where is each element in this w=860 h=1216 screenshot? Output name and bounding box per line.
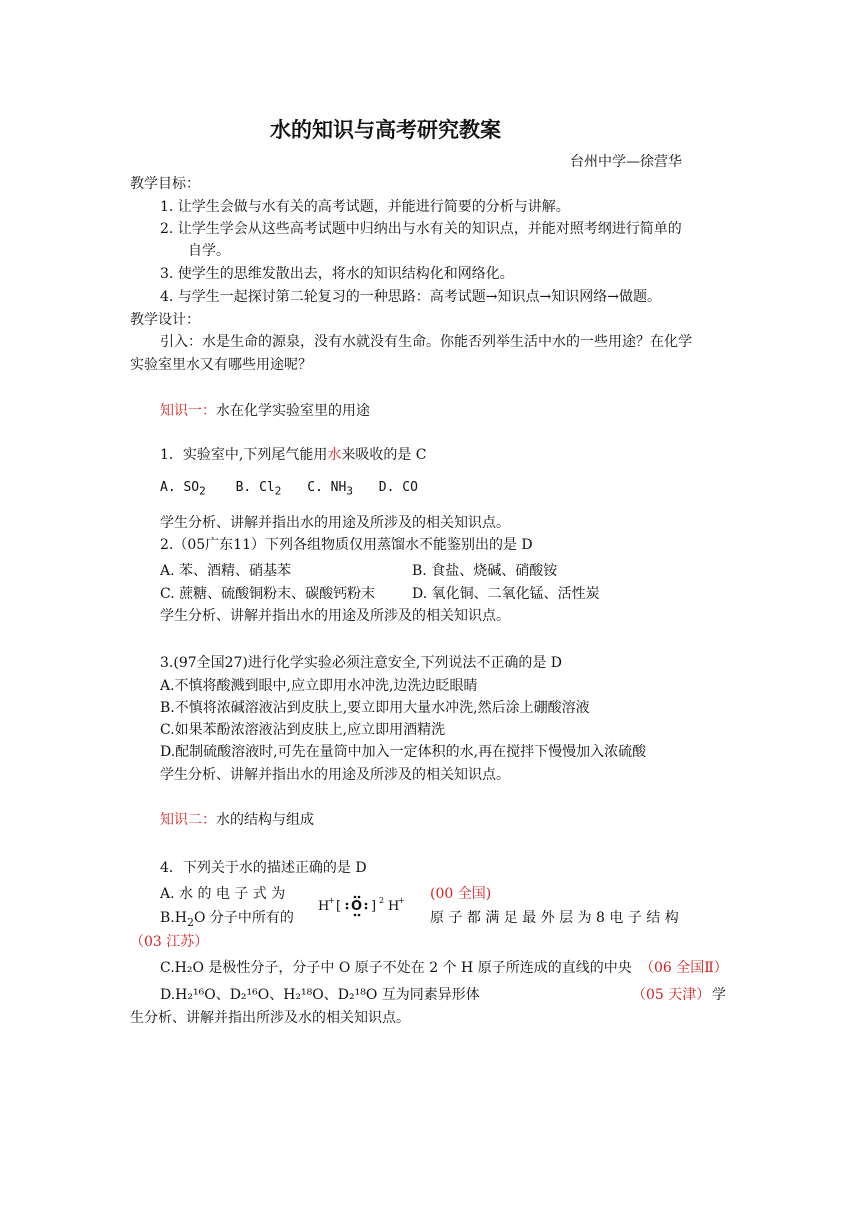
svg-text:[: [	[336, 899, 342, 914]
analysis-line: 学生分析、讲解并指出水的用途及所涉及的相关知识点。	[160, 767, 510, 783]
question-1-stem	[160, 445, 427, 465]
question-4-stem: 4．下列关于水的描述正确的是 D	[160, 860, 367, 876]
water-electron-formula	[318, 893, 418, 927]
q4-option-a: A. 水 的 电 子 式 为	[160, 886, 286, 902]
knowledge-text: 水的结构与组成	[216, 812, 314, 828]
q4-b-sub: 2	[186, 915, 194, 929]
goal-item: 1. 让学生会做与水有关的高考试题，并能进行简要的分析与讲解。	[160, 199, 570, 215]
design-heading: 教学设计：	[130, 312, 200, 328]
electron-formula-graphic	[318, 893, 418, 923]
analysis-line: 学生分析、讲解并指出水的用途及所涉及的相关知识点。	[160, 515, 510, 531]
q4-b-mid: O 分子中所有的	[193, 910, 294, 926]
knowledge-text: 水在化学实验室里的用途	[216, 403, 370, 419]
goal-item: 自学。	[188, 243, 230, 259]
q2-option-c: C. 蔗糖、硫酸铜粉末、碳酸钙粉末	[160, 586, 376, 602]
q3-option-d: D.配制硫酸溶液时,可先在量筒中加入一定体积的水,再在搅拌下慢慢加入浓硫酸	[160, 744, 647, 760]
page-title: 水的知识与高考研究教案	[270, 118, 501, 142]
author-line: 台州中学—徐营华	[570, 154, 682, 170]
intro-line: 引入：水是生命的源泉，没有水就没有生命。你能否列举生活中水的一些用途？在化学	[160, 334, 692, 350]
q4-b-pre: B.H	[160, 910, 187, 926]
q1-post: 来吸收的是 C	[341, 447, 427, 463]
knowledge-one-heading	[160, 401, 370, 421]
option-c: C. NH	[307, 480, 347, 495]
q4-d-tail: 学	[712, 987, 726, 1003]
svg-text:O: O	[351, 899, 363, 914]
question-1-options	[160, 478, 418, 502]
q3-option-a: A.不慎将酸溅到眼中,应立即用水冲洗,边洗边眨眼睛	[160, 678, 478, 694]
q3-option-b: B.不慎将浓碱溶液沾到皮肤上,要立即用大量水冲洗,然后涂上硼酸溶液	[160, 700, 590, 716]
analysis-line-final: 生分析、讲解并指出所涉及水的相关知识点。	[130, 1010, 410, 1026]
svg-text:H: H	[388, 899, 400, 914]
goal-item: 2. 让学生学会从这些高考试题中归纳出与水有关的知识点，并能对照考纲进行简单的	[160, 221, 682, 237]
svg-text:2: 2	[379, 896, 385, 905]
analysis-line: 学生分析、讲解并指出水的用途及所涉及的相关知识点。	[160, 608, 510, 624]
option-b: B. Cl	[235, 480, 275, 495]
knowledge-label: 知识二：	[160, 812, 216, 828]
q4-b-source: （03 江苏）	[130, 934, 209, 950]
knowledge-two-heading	[160, 810, 314, 830]
goal-item: 4. 与学生一起探讨第二轮复习的一种思路：高考试题→知识点→知识网络→做题。	[160, 289, 661, 305]
q4-option-b-start	[160, 908, 294, 933]
q4-c-source: （06 全国Ⅱ）	[640, 960, 728, 976]
question-3-stem: 3.(97全国27)进行化学实验必须注意安全,下列说法不正确的是 D	[160, 655, 563, 671]
q3-option-c: C.如果苯酚浓溶液沾到皮肤上,应立即用酒精洗	[160, 722, 446, 738]
goal-item: 3. 使学生的思维发散出去，将水的知识结构化和网络化。	[160, 266, 514, 282]
goals-heading: 教学目标：	[130, 176, 200, 192]
q1-pre: 1．实验室中,下列尾气能用	[160, 447, 328, 463]
option-d: D. CO	[378, 480, 418, 495]
knowledge-label: 知识一：	[160, 403, 216, 419]
option-c-sub: 3	[346, 484, 353, 498]
option-a-sub: 2	[199, 484, 206, 498]
option-a: A. SO	[160, 480, 200, 495]
option-b-sub: 2	[274, 484, 282, 498]
intro-line: 实验室里水又有哪些用途呢？	[130, 357, 312, 373]
svg-text:]: ]	[371, 899, 377, 914]
q4-d-source: （05 天津）	[632, 987, 711, 1003]
svg-text:+: +	[398, 896, 405, 905]
q4-option-c: C.H₂O 是极性分子，分子中 O 原子不处在 2 个 H 原子所连成的直线的中央	[160, 960, 632, 976]
q2-option-d: D. 氧化铜、二氧化锰、活性炭	[412, 586, 600, 602]
svg-text:H: H	[318, 899, 330, 914]
q2-option-a: A. 苯、酒精、硝基苯	[160, 563, 292, 579]
question-2-stem: 2.（05广东11）下列各组物质仅用蒸馏水不能鉴别出的是 D	[160, 537, 533, 553]
q1-highlight: 水	[327, 447, 342, 463]
q4-option-b-end: 原 子 都 满 足 最 外 层 为 8 电 子 结 构	[430, 910, 679, 926]
q4-option-d: D.H₂¹⁶O、D₂¹⁶O、H₂¹⁸O、D₂¹⁸O 互为同素异形体	[160, 987, 480, 1003]
q4-a-source: (00 全国)	[430, 886, 492, 902]
svg-text:+: +	[328, 896, 335, 905]
q2-option-b: B. 食盐、烧碱、硝酸铵	[412, 563, 558, 579]
